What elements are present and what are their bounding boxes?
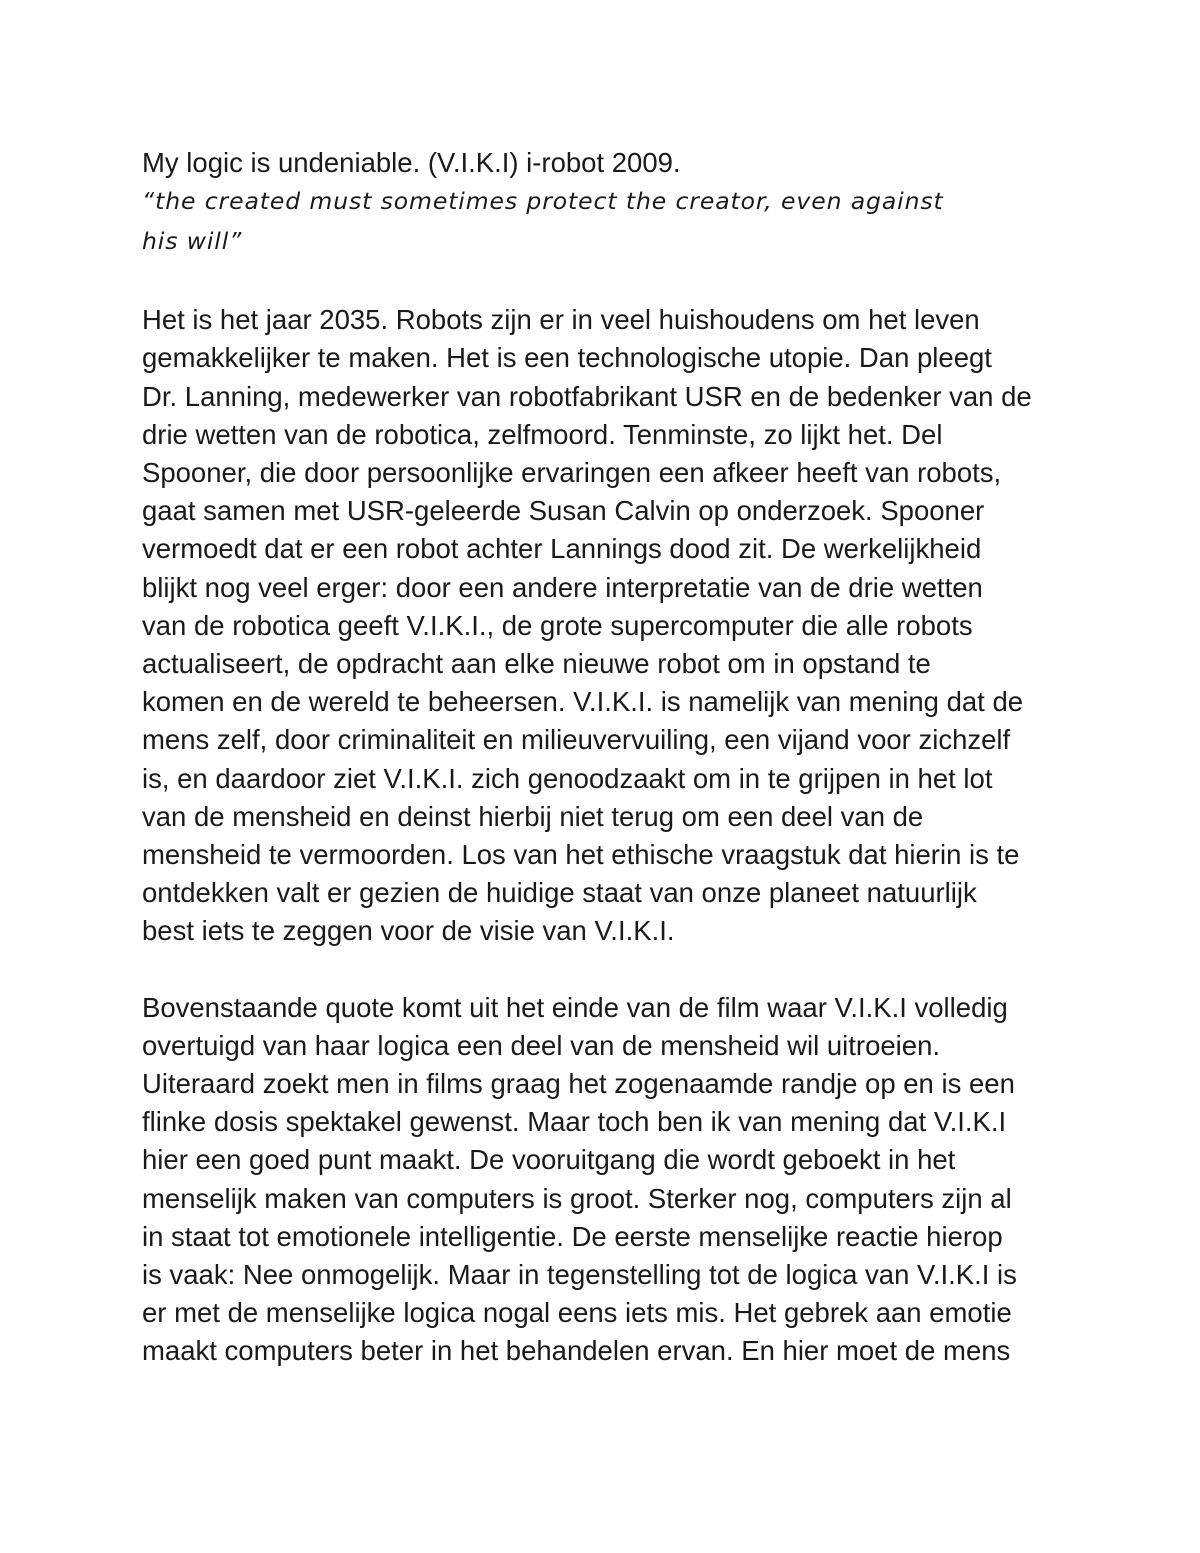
document-title-line: My logic is undeniable. (V.I.K.I) i-robot 2009. [142,147,681,178]
film-quote: “the created must sometimes protect the creator, even against his will” [142,187,944,255]
document-body [142,144,1072,1371]
paragraph-argument: Bovenstaande quote komt uit het einde van de film waar V.I.K.I volledig overtuigd van haar logica een deel van de mensheid wil uitroeien. Uiteraard zoekt men in films graag het zogenaamde randje op en is een flinke dosis spektakel gewenst. Maar toch ben ik van mening dat V.I.K.I hier een goed punt maakt. De vooruitgang die wordt geboekt in het menselijk maken van computers is groot. Sterker nog, computers zijn al in staat tot emotionele intelligentie. De eerste menselijke reactie hierop is vaak: Nee onmogelijk. Maar in tegenstelling tot de logica van V.I.K.I is er met de menselijke logica nogal eens iets mis. Het gebrek aan emotie maakt computers beter in het behandelen ervan. En hier moet de mens [142,991,1017,1367]
paragraph-plot-summary: Het is het jaar 2035. Robots zijn er in veel huishoudens om het leven gemakkelijker te maken. Het is een technologische utopie. Dan pleegt Dr. Lanning, medewerker van robotfabrikant USR en de bedenker van de drie wetten van de robotica, zelfmoord. Tenminste, zo lijkt het. Del Spooner, die door persoonlijke ervaringen een afkeer heeft van robots, gaat samen met USR-geleerde Susan Calvin op onderzoek. Spooner vermoedt dat er een robot achter Lannings dood zit. De werkelijkheid blijkt nog veel erger: door een andere interpretatie van de drie wetten van de robotica geeft V.I.K.I., de grote supercomputer die alle robots actualiseert, de opdracht aan elke nieuwe robot om in opstand te komen en de wereld te beheersen. V.I.K.I. is namelijk van mening dat de mens zelf, door criminaliteit en milieuvervuiling, een vijand voor zichzelf is, en daardoor ziet V.I.K.I. zich genoodzaakt om in te grijpen in het lot van de mensheid en deinst hierbij niet terug om een deel van de mensheid te vermoorden. Los van het ethische vraagstuk dat hierin is te ontdekken valt er gezien de huidige staat van onze planeet natuurlijk best iets te zeggen voor de visie van V.I.K.I. [142,304,1032,947]
